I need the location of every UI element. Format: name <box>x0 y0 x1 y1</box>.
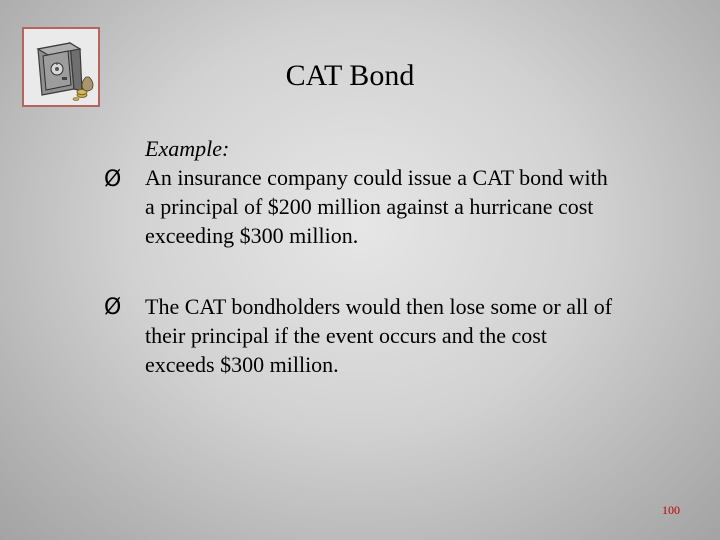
page-number: 100 <box>662 503 680 517</box>
slide-title: CAT Bond <box>285 59 415 92</box>
bullet-1-text: An insurance company could issue a CAT bond with a principal of $200 million against a hurricane cost exceeding $300 million. <box>145 165 608 248</box>
safe-icon <box>24 29 98 105</box>
example-heading: Example: <box>145 136 230 161</box>
bullet-arrow-icon: Ø <box>104 167 122 192</box>
bullet-arrow-icon: Ø <box>104 295 122 320</box>
bullet-2-text: The CAT bondholders would then lose some or all of their principal if the event occurs and the cost exceeds $300 million. <box>145 294 613 377</box>
bullet-1-content <box>145 134 615 250</box>
logo-frame <box>22 27 100 107</box>
